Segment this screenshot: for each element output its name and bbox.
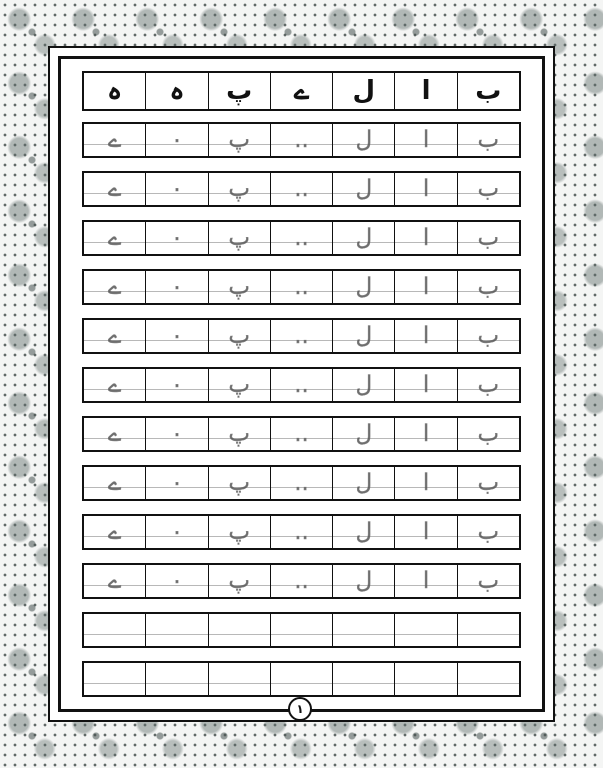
- trace-cell[interactable]: [270, 320, 332, 352]
- writing-cell[interactable]: [84, 663, 145, 695]
- dotted-letter: ٠: [170, 372, 184, 398]
- guide-line: [271, 683, 332, 684]
- trace-cell[interactable]: [457, 271, 519, 303]
- dotted-letter: پ: [228, 470, 251, 496]
- dotted-letter: ..: [294, 470, 309, 496]
- trace-cell[interactable]: [208, 516, 270, 548]
- writing-cell[interactable]: [145, 663, 207, 695]
- trace-cell[interactable]: [145, 320, 207, 352]
- dotted-letter: ا: [422, 127, 430, 153]
- dotted-letter: پ: [228, 225, 251, 251]
- dotted-letter: ..: [294, 372, 309, 398]
- guide-line: [209, 683, 270, 684]
- trace-cell[interactable]: [394, 222, 456, 254]
- dotted-letter: ..: [294, 568, 309, 594]
- dotted-letter: ے: [107, 568, 122, 594]
- dotted-letter: ے: [107, 372, 122, 398]
- writing-cell[interactable]: [394, 663, 456, 695]
- trace-cell[interactable]: [270, 271, 332, 303]
- trace-cell[interactable]: [457, 467, 519, 499]
- header-cell-1: ب: [457, 73, 519, 109]
- trace-cell[interactable]: [145, 173, 207, 205]
- trace-cell[interactable]: [332, 418, 394, 450]
- dotted-letter: ا: [422, 568, 430, 594]
- dotted-letter: ب: [477, 274, 500, 300]
- guide-line: [84, 634, 145, 635]
- writing-cell[interactable]: [394, 614, 456, 646]
- trace-cell[interactable]: [145, 222, 207, 254]
- trace-cell[interactable]: [332, 320, 394, 352]
- trace-cell[interactable]: [84, 124, 145, 156]
- trace-cell[interactable]: [84, 173, 145, 205]
- trace-cell[interactable]: [208, 271, 270, 303]
- trace-row: [82, 122, 521, 158]
- trace-cell[interactable]: [457, 369, 519, 401]
- dotted-letter: پ: [228, 421, 251, 447]
- guide-line: [458, 634, 519, 635]
- dotted-letter: ے: [107, 470, 122, 496]
- trace-cell[interactable]: [394, 467, 456, 499]
- guide-line: [84, 683, 145, 684]
- dotted-letter: ا: [422, 372, 430, 398]
- trace-cell[interactable]: [332, 222, 394, 254]
- trace-cell[interactable]: [208, 565, 270, 597]
- trace-cell[interactable]: [208, 124, 270, 156]
- writing-cell[interactable]: [332, 663, 394, 695]
- trace-cell[interactable]: [332, 173, 394, 205]
- header-cell-3: ل: [332, 73, 394, 109]
- trace-cell[interactable]: [84, 320, 145, 352]
- dotted-letter: ..: [294, 323, 309, 349]
- dotted-letter: ا: [422, 274, 430, 300]
- trace-cell[interactable]: [457, 418, 519, 450]
- dotted-letter: ب: [477, 323, 500, 349]
- trace-row: [82, 318, 521, 354]
- trace-cell[interactable]: [270, 418, 332, 450]
- dotted-letter: ا: [422, 421, 430, 447]
- trace-cell[interactable]: [394, 516, 456, 548]
- trace-cell[interactable]: [84, 516, 145, 548]
- trace-cell[interactable]: [394, 271, 456, 303]
- dotted-letter: پ: [228, 176, 251, 202]
- dotted-letter: پ: [228, 323, 251, 349]
- dotted-letter: ل: [355, 421, 373, 447]
- writing-cell[interactable]: [208, 614, 270, 646]
- dotted-letter: ب: [477, 470, 500, 496]
- dotted-letter: ..: [294, 421, 309, 447]
- trace-cell[interactable]: [145, 565, 207, 597]
- trace-cell[interactable]: [270, 124, 332, 156]
- guide-line: [333, 683, 394, 684]
- trace-cell[interactable]: [332, 369, 394, 401]
- trace-row: [82, 171, 521, 207]
- guide-line: [146, 634, 207, 635]
- header-cell-6: ہ: [145, 73, 207, 109]
- header-cell-5: پ: [208, 73, 270, 109]
- trace-cell[interactable]: [394, 418, 456, 450]
- trace-cell[interactable]: [84, 271, 145, 303]
- header-row: [82, 71, 521, 111]
- dotted-letter: ..: [294, 127, 309, 153]
- dotted-letter: ے: [107, 421, 122, 447]
- dotted-letter: ب: [477, 519, 500, 545]
- trace-row: [82, 220, 521, 256]
- trace-cell[interactable]: [332, 271, 394, 303]
- trace-cell[interactable]: [84, 369, 145, 401]
- dotted-letter: ٠: [170, 127, 184, 153]
- dotted-letter: ب: [477, 127, 500, 153]
- trace-cell[interactable]: [270, 173, 332, 205]
- trace-cell[interactable]: [208, 418, 270, 450]
- guide-line: [209, 634, 270, 635]
- dotted-letter: ل: [355, 519, 373, 545]
- trace-cell[interactable]: [270, 467, 332, 499]
- trace-cell[interactable]: [394, 565, 456, 597]
- trace-row: [82, 269, 521, 305]
- dotted-letter: ..: [294, 176, 309, 202]
- trace-cell[interactable]: [332, 565, 394, 597]
- writing-cell[interactable]: [270, 614, 332, 646]
- writing-cell[interactable]: [145, 614, 207, 646]
- dotted-letter: ے: [107, 323, 122, 349]
- trace-cell[interactable]: [394, 369, 456, 401]
- trace-cell[interactable]: [457, 320, 519, 352]
- dotted-letter: ٠: [170, 176, 184, 202]
- blank-row: [82, 661, 521, 697]
- page-number: ١: [288, 697, 312, 721]
- trace-cell[interactable]: [145, 369, 207, 401]
- trace-cell[interactable]: [208, 467, 270, 499]
- dotted-letter: ے: [107, 176, 122, 202]
- trace-cell[interactable]: [332, 124, 394, 156]
- blank-row: [82, 612, 521, 648]
- trace-cell[interactable]: [457, 222, 519, 254]
- dotted-letter: ل: [355, 176, 373, 202]
- dotted-letter: ا: [422, 519, 430, 545]
- dotted-letter: ا: [422, 470, 430, 496]
- guide-line: [271, 634, 332, 635]
- trace-cell[interactable]: [145, 418, 207, 450]
- trace-cell[interactable]: [270, 565, 332, 597]
- dotted-letter: پ: [228, 372, 251, 398]
- header-cell-4: ے: [270, 73, 332, 109]
- guide-line: [395, 634, 456, 635]
- trace-cell[interactable]: [145, 467, 207, 499]
- dotted-letter: ل: [355, 372, 373, 398]
- dotted-letter: ٠: [170, 323, 184, 349]
- trace-cell[interactable]: [270, 222, 332, 254]
- writing-cell[interactable]: [457, 663, 519, 695]
- trace-row: [82, 563, 521, 599]
- writing-cell[interactable]: [208, 663, 270, 695]
- dotted-letter: ل: [355, 127, 373, 153]
- header-cell-7: ہ: [107, 76, 123, 106]
- dotted-letter: ا: [422, 323, 430, 349]
- trace-cell[interactable]: [84, 565, 145, 597]
- trace-cell[interactable]: [394, 124, 456, 156]
- trace-row: [82, 416, 521, 452]
- dotted-letter: ٠: [170, 470, 184, 496]
- dotted-letter: پ: [228, 568, 251, 594]
- dotted-letter: ب: [477, 421, 500, 447]
- trace-cell[interactable]: [332, 516, 394, 548]
- dotted-letter: ٠: [170, 225, 184, 251]
- dotted-letter: ل: [355, 274, 373, 300]
- dotted-letter: ل: [355, 225, 373, 251]
- writing-cell[interactable]: [270, 663, 332, 695]
- trace-cell[interactable]: [457, 565, 519, 597]
- trace-cell[interactable]: [394, 173, 456, 205]
- dotted-letter: ے: [107, 225, 122, 251]
- dotted-letter: ل: [355, 470, 373, 496]
- writing-cell[interactable]: [84, 614, 145, 646]
- dotted-letter: پ: [228, 519, 251, 545]
- trace-cell[interactable]: [394, 320, 456, 352]
- header-cell-2: ا: [394, 73, 456, 109]
- guide-line: [395, 683, 456, 684]
- guide-line: [146, 683, 207, 684]
- trace-row: [82, 514, 521, 550]
- trace-cell[interactable]: [208, 173, 270, 205]
- dotted-letter: ..: [294, 225, 309, 251]
- trace-row: [82, 367, 521, 403]
- guide-line: [458, 683, 519, 684]
- dotted-letter: ب: [477, 176, 500, 202]
- trace-cell[interactable]: [145, 271, 207, 303]
- trace-cell[interactable]: [270, 369, 332, 401]
- dotted-letter: ٠: [170, 421, 184, 447]
- trace-cell[interactable]: [332, 467, 394, 499]
- writing-cell[interactable]: [332, 614, 394, 646]
- writing-cell[interactable]: [457, 614, 519, 646]
- trace-cell[interactable]: [84, 418, 145, 450]
- dotted-letter: ے: [107, 127, 122, 153]
- dotted-letter: ب: [477, 372, 500, 398]
- guide-line: [333, 634, 394, 635]
- trace-cell[interactable]: [145, 124, 207, 156]
- dotted-letter: ب: [477, 225, 500, 251]
- trace-cell[interactable]: [84, 467, 145, 499]
- dotted-letter: ٠: [170, 519, 184, 545]
- dotted-letter: ا: [422, 225, 430, 251]
- dotted-letter: ب: [477, 568, 500, 594]
- trace-cell[interactable]: [208, 369, 270, 401]
- dotted-letter: ل: [355, 323, 373, 349]
- dotted-letter: ٠: [170, 568, 184, 594]
- dotted-letter: پ: [228, 127, 251, 153]
- trace-cell[interactable]: [84, 222, 145, 254]
- trace-cell[interactable]: [457, 516, 519, 548]
- dotted-letter: ٠: [170, 274, 184, 300]
- dotted-letter: پ: [228, 274, 251, 300]
- trace-cell[interactable]: [208, 320, 270, 352]
- trace-cell[interactable]: [457, 124, 519, 156]
- dotted-letter: ..: [294, 274, 309, 300]
- dotted-letter: ے: [107, 519, 122, 545]
- trace-cell[interactable]: [145, 516, 207, 548]
- dotted-letter: ا: [422, 176, 430, 202]
- trace-cell[interactable]: [457, 173, 519, 205]
- dotted-letter: ..: [294, 519, 309, 545]
- dotted-letter: ل: [355, 568, 373, 594]
- trace-cell[interactable]: [270, 516, 332, 548]
- trace-cell[interactable]: [208, 222, 270, 254]
- trace-row: [82, 465, 521, 501]
- dotted-letter: ے: [107, 274, 122, 300]
